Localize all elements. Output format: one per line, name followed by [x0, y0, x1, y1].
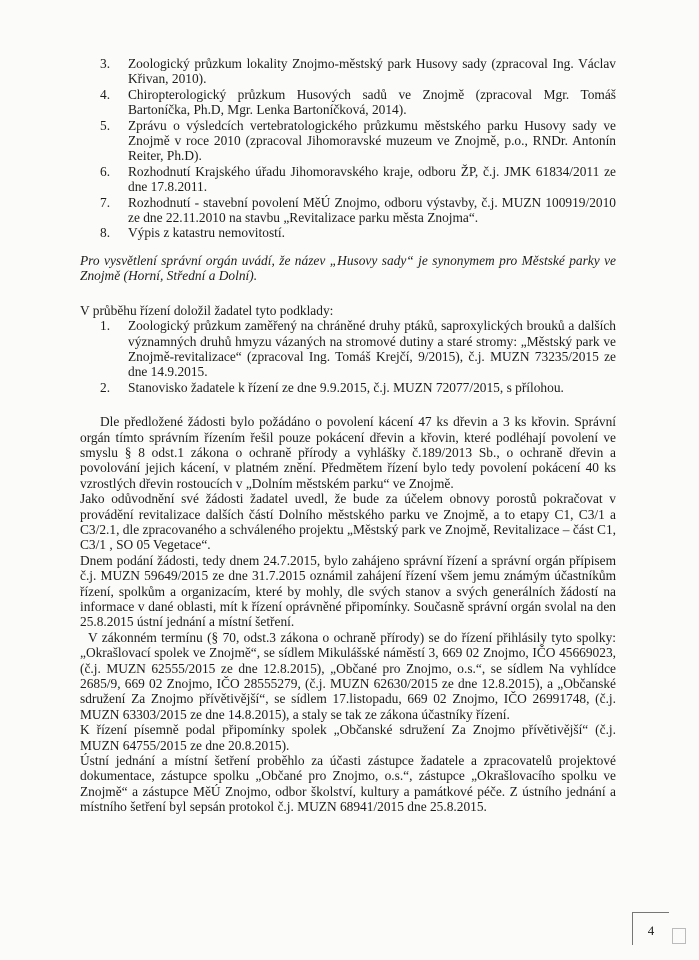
paragraph-proceedings: Dnem podání žádosti, tedy dnem 24.7.2015, bylo zahájeno správní řízení a správní orgán přípisem č.j. MUZN 59649/2015 ze dne 31.7.2015 oznámil zahájení řízení všem jemu známým účastníkům řízení, spolkům a organizacím, které by mohly, dle svých stanov a svých generálních žádostí na informace v dané oblasti, mít k řízení oprávněné připomínky. Současně správní orgán svolal na den 25.8.2015 ústní jednání a místní šetření.: [80, 552, 616, 630]
paragraph-comments: K řízení písemně podal připomínky spolek „Občanské sdružení Za Znojmo přívětivější“ (č.j. MUZN 64755/2015 ze dne 20.8.2015).: [80, 722, 616, 753]
italic-note: Pro vysvětlení správní orgán uvádí, že název „Husovy sady“ je synonymem pro Městské parky ve Znojmě (Horní, Střední a Dolní).: [80, 252, 616, 284]
scan-mark: [672, 928, 686, 944]
list-item: [100, 164, 616, 195]
paragraph-justification: Jako odůvodnění své žádosti žadatel uvedl, že bude za účelem obnovy porostů pokračovat v provádění revitalizace dalších částí Dolního městského parku ve Znojmě, a to etapy C1, C3/1 a C3/2.1, dle zpracovaného a schváleného projektu „Městský park ve Znojmě, Revitalizace – část C1, C3/1 , SO 05 Vegetace“.: [80, 491, 616, 553]
list-text: Stanovisko žadatele k řízení ze dne 9.9.2015, č.j. MUZN 72077/2015, s přílohou.: [128, 379, 564, 395]
list-text: Výpis z katastru nemovitostí.: [128, 225, 285, 241]
submissions-intro: V průběhu řízení doložil žadatel tyto podklady:: [80, 302, 334, 318]
list-item: [100, 195, 616, 226]
list-number: 4.: [100, 86, 111, 102]
list-item: [100, 318, 616, 380]
list-number: 3.: [100, 56, 111, 71]
list-item: [100, 56, 616, 87]
list-text: Zoologický průzkum lokality Znojmo-městský park Husovy sady (zpracoval Ing. Václav Křivan, 2010).: [128, 56, 616, 87]
list-number: 2.: [100, 379, 111, 395]
list-number: 1.: [100, 318, 111, 334]
list-text: Chiropterologický průzkum Husových sadů ve Znojmě (zpracoval Mgr. Tomáš Bartoníčka, Ph.D, Mgr. Lenka Bartoníčková, 2014).: [128, 86, 616, 118]
paragraph-hearing: Ústní jednání a místní šetření proběhlo za účasti zástupce žadatele a zpracovatelů projektové dokumentace, zástupce spolku „Občané pro Znojmo, o.s.“, zástupce „Okrašlovacího spolku ve Znojmě“ a zástupce MěÚ Znojmo, odbor školství, kultury a památkové péče. Z ústního jednání a místního šetření byl sepsán protokol č.j. MUZN 68941/2015 dne 25.8.2015.: [80, 753, 616, 815]
page-number: 4: [632, 912, 669, 945]
list-text: Rozhodnutí Krajského úřadu Jihomoravského kraje, odboru ŽP, č.j. JMK 61834/2011 ze dne 17.8.2011.: [128, 163, 616, 195]
list-item: [100, 118, 616, 164]
list-item: [100, 380, 616, 395]
attachment-list: [100, 56, 616, 241]
list-text: Rozhodnutí - stavební povolení MěÚ Znojmo, odboru výstavby, č.j. MUZN 100919/2010 ze dne 22.11.2010 na stavbu „Revitalizace parku města Znojma“.: [128, 194, 616, 226]
list-number: 6.: [100, 163, 111, 179]
list-text: Zoologický průzkum zaměřený na chráněné druhy ptáků, saproxylických brouků a dalších významných druhů hmyzu vázaných na stromové dutiny a staré stromy: „Městský park ve Znojmě-revitalizace“ (zpracoval Ing. Tomáš Krejčí, 9/2015), č.j. MUZN 73235/2015 ze dne 14.9.2015.: [128, 318, 616, 380]
list-number: 7.: [100, 194, 111, 210]
list-item: [100, 87, 616, 118]
paragraph-request: Dle předložené žádosti bylo požádáno o povolení kácení 47 ks dřevin a 3 ks křovin. Správní orgán tímto správním řízením řešil pouze pokácení dřevin a křovin, které podléhají povolení ve smyslu § 8 odst.1 zákona o ochraně přírody a vyhlášky č.189/2013 Sb., o ochraně dřevin a povolování jejich kácení, v platném znění. Předmětem řízení bylo tedy povolení pokácení 40 ks vzrostlých dřevin rostoucích v „Dolním městském parku“ ve Znojmě.: [80, 414, 616, 491]
list-item: [100, 225, 616, 240]
list-text: Zprávu o výsledcích vertebratologického průzkumu městského parku Husovy sady ve Znojmě v roce 2010 (zpracoval Jihomoravské muzeum ve Znojmě, p.o., RNDr. Antonín Reiter, Ph.D).: [128, 117, 616, 164]
paragraph-associations: V zákonném termínu (§ 70, odst.3 zákona o ochraně přírody) se do řízení přihlásily tyto spolky: „Okrašlovací spolek ve Znojmě“, se sídlem Mikulášské náměstí 3, 669 02 Znojmo, IČO 45669023, (č.j. MUZN 62555/2015 ze dne 12.8.2015), „Občané pro Znojmo, o.s.“, se sídlem Na vyhlídce 2685/9, 669 02 Znojmo, IČO 28555279, (č.j. MUZN 62630/2015 ze dne 12.8.2015), a „Občanské sdružení Za Znojmo přívětivější“, se sídlem 17.listopadu, 669 02 Znojmo, IČO 26991748, (č.j. MUZN 63303/2015 ze dne 14.8.2015), a staly se tak ze zákona účastníky řízení.: [80, 629, 616, 722]
document-body: [80, 56, 616, 815]
list-number: 5.: [100, 117, 111, 133]
submissions-list: [100, 318, 616, 395]
list-number: 8.: [100, 225, 111, 241]
